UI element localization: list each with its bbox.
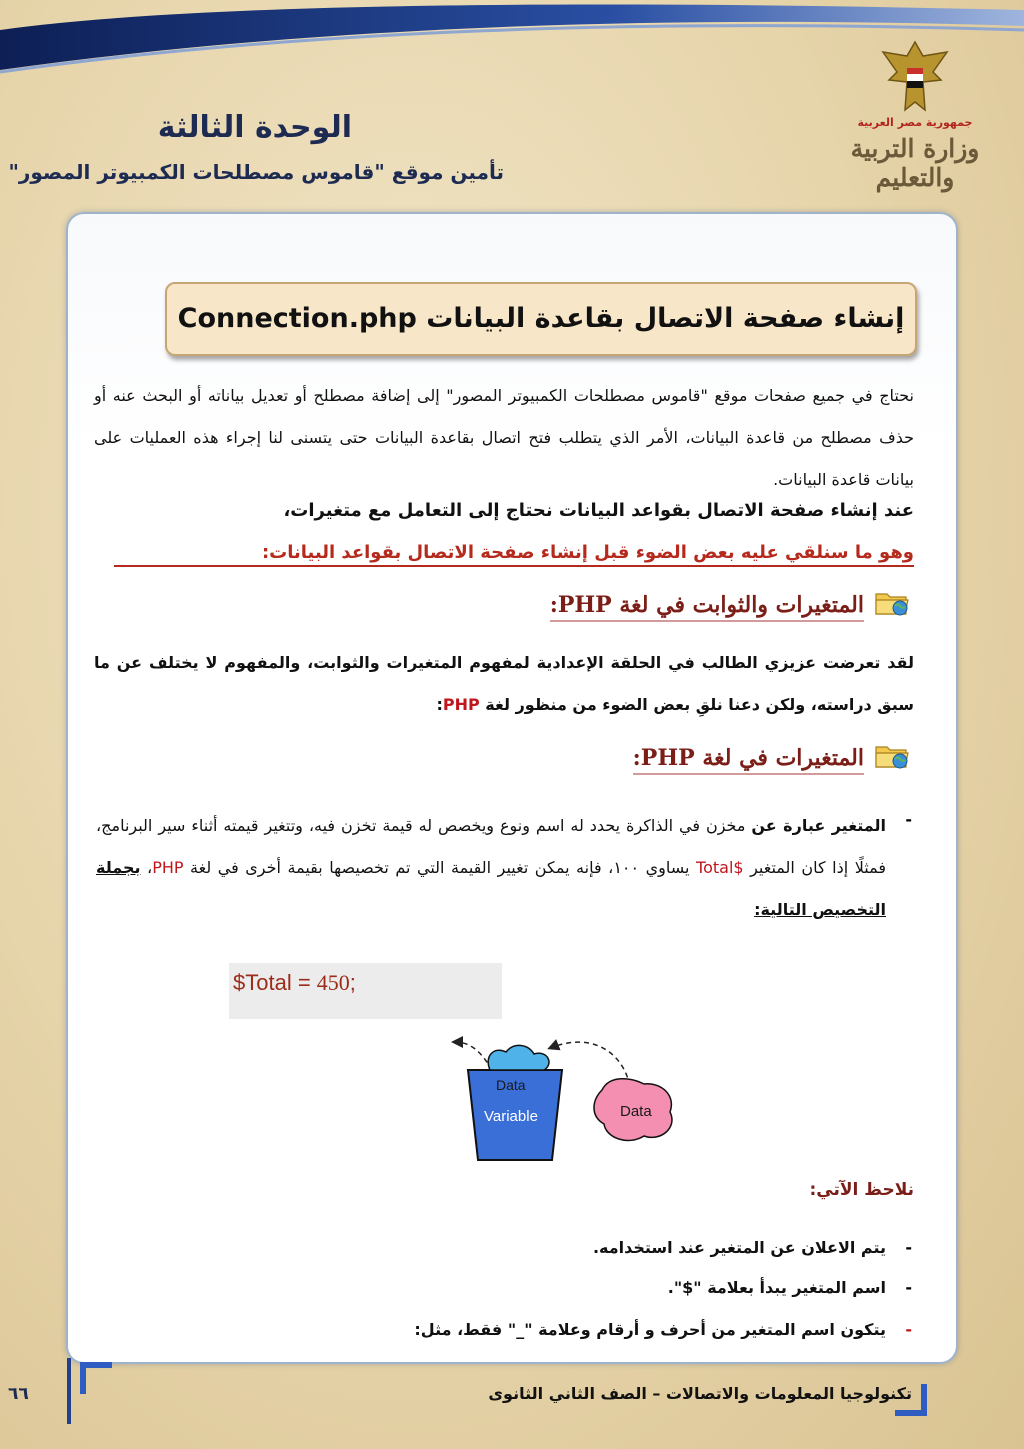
page-number: ٦٦ [8,1384,29,1404]
code-left: $Total = [233,970,317,995]
section2-text1: مخزن في الذاكرة يحدد له اسم ونوع ويخصص له قيمة تخزن فيه، وتتغير قيمته أثناء سير البرنامج، فمثلًا إذا كان المتغير [96,816,887,877]
intro-underlined-line: وهو ما سنلقي عليه بعض الضوء قبل إنشاء صفحة الاتصال بقواعد البيانات: [114,542,914,567]
bucket-content-label: Data [496,1077,526,1093]
eagle-emblem-icon [877,38,953,118]
code-number: 450 [316,970,350,995]
section1-paragraph-text: لقد تعرضت عزيزي الطالب في الحلقة الإعدادية لمفهوم المتغيرات والثوابت، والمفهوم لا يختلف عن ما سبق دراسته، ولكن دعنا نلقِ بعض الضوء من منظور لغة [94,653,914,714]
unit-title: الوحدة الثالثة [157,110,352,145]
section2-paragraph [96,805,886,931]
section2-text2: يساوي ١٠٠، فإنه يمكن تغيير القيمة التي تم تخصيصها بقيمة أخرى في لغة [183,858,697,877]
folder-globe-icon [874,741,910,771]
php-keyword: PHP [442,695,480,714]
note-dash: - [905,1238,912,1257]
section1-paragraph-end: : [436,695,443,714]
section-heading-variables-constants: المتغيرات والثوابت في لغة PHP: [550,592,864,622]
assignment-statement-label: بجملة التخصيص التالية: [96,858,886,919]
var-name-total: $Total [696,858,744,877]
logo-country-text: جمهورية مصر العربية [857,116,973,129]
code-sample [233,970,356,996]
section1-paragraph [94,642,914,726]
logo-ministry-text: وزارة التربية والتعليم [850,134,980,192]
note-dash: - [905,1278,912,1297]
arrow-out [454,1042,492,1070]
section2-text3: ، [140,858,153,877]
data-blob-label: Data [620,1103,652,1120]
unit-subtitle: تأمين موقع "قاموس مصطلحات الكمبيوتر المصور" [8,160,504,184]
variable-definition-lead: المتغير عبارة عن [751,816,886,835]
ministry-logo [815,38,1015,198]
note-dash: - [905,1320,912,1339]
intro-paragraph: نحتاج في جميع صفحات موقع "قاموس مصطلحات الكمبيوتر المصور" إلى إضافة مصطلح أو تعديل بياناته أو البحث عنه أو حذف مصطلح من قاعدة البيانات، الأمر الذي يتطلب فتح اتصال بقاعدة البيانات حتى يتسنى لنا إجراء هذه العمليات على بيانات قاعدة البيانات. [94,386,914,489]
note-item: يتكون اسم المتغير من أحرف و أرقام وعلامة "_" فقط، مثل: [414,1320,886,1339]
note-item: يتم الاعلان عن المتغير عند استخدامه. [592,1238,886,1257]
variable-diagram [440,1020,690,1170]
bucket-contents [488,1045,549,1070]
section-heading-variables: المتغيرات في لغة PHP: [633,745,864,775]
code-end: ; [349,970,356,995]
corner-bracket-icon [80,1362,112,1394]
section-title: إنشاء صفحة الاتصال بقاعدة البيانات Connection.php [165,282,917,356]
footer-text: تكنولوجيا المعلومات والاتصالات – الصف الثاني الثانوى [488,1384,912,1403]
note-item: اسم المتغير يبدأ بعلامة "$". [667,1278,886,1297]
notes-title: نلاحظ الآتي: [809,1180,914,1200]
folder-globe-icon [874,588,910,618]
intro-bold-line: عند إنشاء صفحة الاتصال بقواعد البيانات نحتاج إلى التعامل مع متغيرات، [283,500,914,521]
php-keyword: PHP [152,858,184,877]
footer-divider [67,1358,71,1424]
bullet-dash: - [905,810,912,829]
bucket-label: Variable [484,1108,538,1125]
